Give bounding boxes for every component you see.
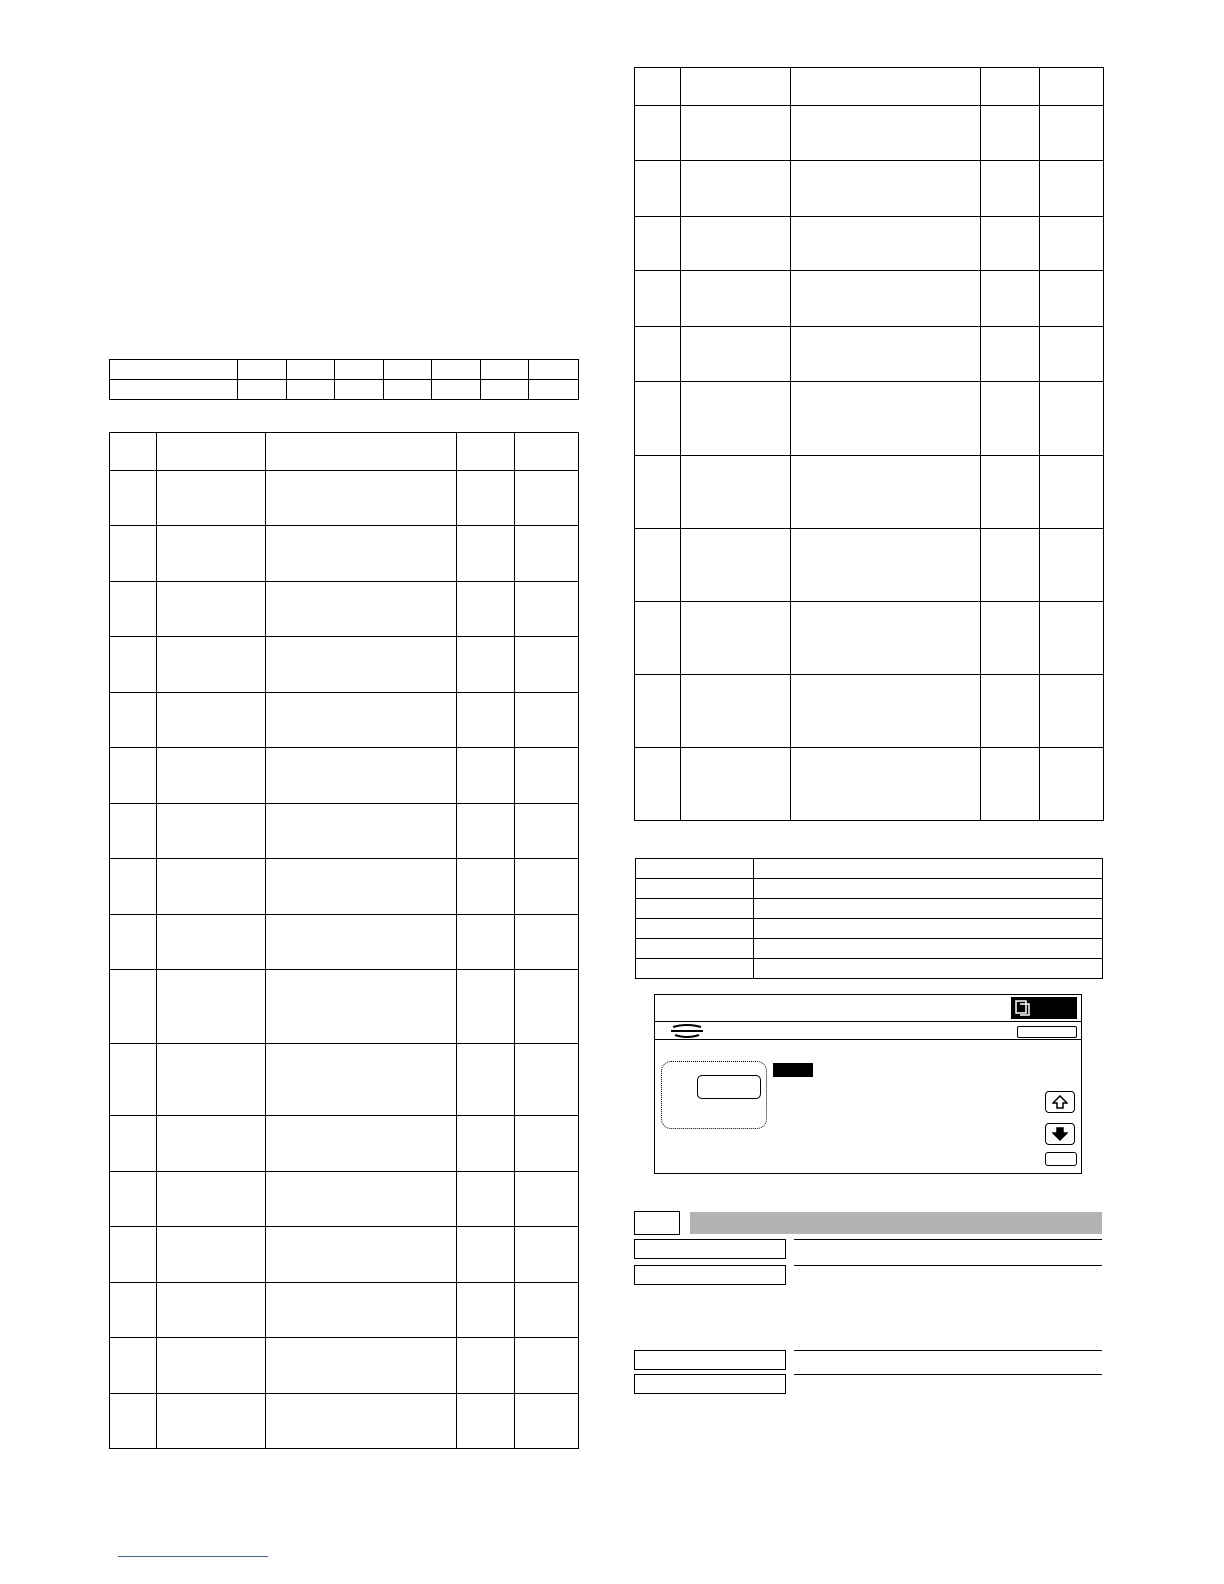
table-cell — [681, 68, 791, 106]
table-cell — [266, 1227, 457, 1283]
setting-table — [635, 858, 1103, 979]
table-cell — [110, 433, 157, 471]
table-cell — [266, 1283, 457, 1338]
table-cell — [636, 959, 754, 979]
table-row — [110, 1044, 579, 1116]
table-cell — [791, 161, 981, 217]
table-cell — [157, 1044, 266, 1116]
table-row — [635, 675, 1104, 748]
table-cell — [110, 915, 157, 970]
table-row — [635, 161, 1104, 217]
arrow-up-icon — [1052, 1095, 1068, 1109]
table-cell — [515, 1116, 579, 1172]
table-row — [635, 456, 1104, 529]
table-cell — [457, 859, 515, 915]
table-row — [110, 859, 579, 915]
table-cell — [515, 471, 579, 526]
table-cell — [754, 879, 1103, 899]
table-cell — [981, 106, 1040, 161]
table-cell — [791, 748, 981, 821]
table-cell — [110, 1172, 157, 1227]
table-row — [110, 804, 579, 859]
table-cell — [457, 526, 515, 582]
table-row — [636, 899, 1103, 919]
table-cell — [157, 526, 266, 582]
rule-line — [794, 1265, 1102, 1266]
table-cell — [981, 748, 1040, 821]
table-cell — [681, 602, 791, 675]
scroll-up-button[interactable] — [1045, 1091, 1075, 1113]
table-cell — [1040, 529, 1104, 602]
table-cell — [110, 970, 157, 1044]
table-cell — [266, 804, 457, 859]
table-cell — [457, 1283, 515, 1338]
table-cell — [681, 382, 791, 456]
table-cell — [266, 1044, 457, 1116]
table-cell — [110, 748, 157, 804]
table-cell — [157, 1227, 266, 1283]
table-row — [110, 1338, 579, 1394]
table-cell — [515, 637, 579, 693]
table-cell — [266, 915, 457, 970]
table-cell — [266, 1338, 457, 1394]
table-cell — [791, 602, 981, 675]
table-row — [110, 433, 579, 471]
table-cell — [157, 433, 266, 471]
panel-divider — [655, 1021, 1081, 1022]
table-row — [110, 1172, 579, 1227]
table-cell — [1040, 456, 1104, 529]
table-cell — [266, 433, 457, 471]
table-cell — [791, 456, 981, 529]
table-row — [110, 1283, 579, 1338]
table-cell — [1040, 217, 1104, 271]
table-cell — [791, 675, 981, 748]
table-cell — [636, 879, 754, 899]
table-cell — [515, 433, 579, 471]
table-cell — [754, 959, 1103, 979]
table-cell — [157, 1394, 266, 1449]
copies-icon — [1015, 1000, 1031, 1016]
table-cell — [157, 804, 266, 859]
table-cell — [457, 1044, 515, 1116]
table-row — [110, 1394, 579, 1449]
table-cell — [515, 859, 579, 915]
table-row — [110, 748, 579, 804]
table-row — [635, 68, 1104, 106]
table-row — [110, 970, 579, 1044]
table-cell — [157, 693, 266, 748]
table-cell — [754, 939, 1103, 959]
table-cell — [981, 327, 1040, 382]
scroll-down-button[interactable] — [1045, 1123, 1075, 1145]
table-cell — [481, 380, 529, 400]
table-cell — [266, 637, 457, 693]
table-cell — [335, 380, 384, 400]
table-row — [110, 1227, 579, 1283]
table-row — [635, 106, 1104, 161]
table-cell — [529, 380, 579, 400]
table-cell — [515, 1394, 579, 1449]
table-cell — [266, 970, 457, 1044]
section-number-box — [634, 1211, 680, 1235]
table-cell — [981, 602, 1040, 675]
table-cell — [266, 1116, 457, 1172]
table-cell — [481, 360, 529, 380]
table-cell — [981, 271, 1040, 327]
table-cell — [110, 693, 157, 748]
table-row — [110, 915, 579, 970]
section-title-bar — [690, 1212, 1102, 1234]
table-cell — [432, 380, 481, 400]
table-cell — [110, 1394, 157, 1449]
table-cell — [515, 915, 579, 970]
item-label-box — [634, 1265, 786, 1285]
table-cell — [1040, 327, 1104, 382]
table-cell — [110, 471, 157, 526]
table-cell — [457, 970, 515, 1044]
table-cell — [681, 271, 791, 327]
table-cell — [335, 360, 384, 380]
table-cell — [681, 161, 791, 217]
table-cell — [110, 1283, 157, 1338]
table-row — [635, 748, 1104, 821]
table-row — [636, 939, 1103, 959]
table-cell — [457, 1227, 515, 1283]
table-cell — [636, 899, 754, 919]
table-cell — [384, 360, 432, 380]
table-row — [635, 217, 1104, 271]
highlight-label — [773, 1063, 813, 1077]
table-cell — [1040, 748, 1104, 821]
table-cell — [791, 271, 981, 327]
table-cell — [1040, 382, 1104, 456]
table-cell — [754, 919, 1103, 939]
table-row — [110, 637, 579, 693]
item-label-box — [634, 1374, 786, 1394]
table-cell — [1040, 68, 1104, 106]
table-cell — [457, 1394, 515, 1449]
table-cell — [157, 1172, 266, 1227]
table-cell — [681, 106, 791, 161]
right-spec-table — [634, 67, 1104, 821]
table-cell — [515, 1338, 579, 1394]
table-cell — [157, 859, 266, 915]
left-spec-table — [109, 432, 579, 1449]
table-cell — [791, 217, 981, 271]
table-cell — [157, 471, 266, 526]
table-cell — [110, 859, 157, 915]
table-cell — [981, 456, 1040, 529]
table-cell — [266, 471, 457, 526]
table-cell — [515, 970, 579, 1044]
table-cell — [238, 380, 287, 400]
table-cell — [110, 804, 157, 859]
table-cell — [981, 68, 1040, 106]
value-entry-box[interactable] — [697, 1075, 761, 1099]
table-cell — [287, 380, 335, 400]
table-cell — [515, 1044, 579, 1116]
table-cell — [1040, 675, 1104, 748]
table-cell — [635, 382, 681, 456]
table-cell — [157, 637, 266, 693]
table-cell — [110, 380, 238, 400]
table-cell — [110, 1338, 157, 1394]
table-row — [635, 382, 1104, 456]
table-cell — [157, 1116, 266, 1172]
table-cell — [110, 1227, 157, 1283]
table-cell — [791, 68, 981, 106]
item-label-box — [634, 1239, 786, 1259]
table-cell — [457, 433, 515, 471]
table-cell — [791, 382, 981, 456]
table-row — [110, 693, 579, 748]
table-cell — [635, 529, 681, 602]
table-cell — [110, 360, 238, 380]
table-cell — [635, 217, 681, 271]
arrow-down-icon — [1052, 1127, 1068, 1141]
table-row — [635, 602, 1104, 675]
table-cell — [515, 526, 579, 582]
table-cell — [791, 106, 981, 161]
table-cell — [981, 382, 1040, 456]
table-cell — [981, 217, 1040, 271]
table-row — [110, 582, 579, 637]
table-cell — [635, 675, 681, 748]
table-cell — [515, 582, 579, 637]
rule-line — [794, 1374, 1102, 1375]
table-cell — [266, 748, 457, 804]
table-cell — [635, 106, 681, 161]
table-cell — [515, 1172, 579, 1227]
panel-divider — [655, 1039, 1081, 1040]
table-cell — [981, 529, 1040, 602]
table-cell — [754, 859, 1103, 879]
table-row — [110, 1116, 579, 1172]
table-cell — [1040, 161, 1104, 217]
rule-line — [794, 1239, 1102, 1240]
table-cell — [515, 1227, 579, 1283]
rule-line — [794, 1350, 1102, 1351]
table-row — [110, 526, 579, 582]
table-cell — [266, 859, 457, 915]
table-cell — [110, 526, 157, 582]
table-cell — [515, 748, 579, 804]
table-cell — [981, 675, 1040, 748]
table-cell — [635, 456, 681, 529]
table-cell — [110, 1116, 157, 1172]
table-cell — [635, 748, 681, 821]
table-row — [636, 919, 1103, 939]
table-cell — [636, 919, 754, 939]
control-panel-screen — [654, 994, 1082, 1174]
table-cell — [457, 804, 515, 859]
table-cell — [266, 526, 457, 582]
table-cell — [266, 1172, 457, 1227]
table-cell — [1040, 271, 1104, 327]
table-cell — [791, 529, 981, 602]
table-cell — [457, 637, 515, 693]
table-cell — [457, 1172, 515, 1227]
table-cell — [457, 915, 515, 970]
table-cell — [157, 582, 266, 637]
table-cell — [636, 939, 754, 959]
table-row — [636, 859, 1103, 879]
table-cell — [681, 327, 791, 382]
table-cell — [754, 899, 1103, 919]
table-cell — [1040, 602, 1104, 675]
table-cell — [681, 675, 791, 748]
table-cell — [157, 1338, 266, 1394]
table-cell — [157, 1283, 266, 1338]
table-cell — [681, 456, 791, 529]
table-row — [635, 327, 1104, 382]
table-cell — [266, 693, 457, 748]
table-cell — [1040, 106, 1104, 161]
table-cell — [157, 970, 266, 1044]
table-cell — [457, 693, 515, 748]
table-cell — [110, 582, 157, 637]
table-cell — [457, 471, 515, 526]
table-cell — [681, 217, 791, 271]
table-cell — [681, 748, 791, 821]
table-cell — [681, 529, 791, 602]
table-cell — [635, 602, 681, 675]
summary-table — [109, 359, 579, 400]
table-cell — [157, 748, 266, 804]
table-cell — [791, 327, 981, 382]
table-cell — [432, 360, 481, 380]
table-cell — [981, 161, 1040, 217]
panel-top-button[interactable] — [1017, 1026, 1077, 1038]
table-cell — [635, 161, 681, 217]
item-label-box — [634, 1350, 786, 1370]
table-cell — [636, 859, 754, 879]
table-cell — [110, 1044, 157, 1116]
table-row — [636, 959, 1103, 979]
table-cell — [157, 915, 266, 970]
table-row — [635, 271, 1104, 327]
table-cell — [457, 1116, 515, 1172]
table-cell — [515, 804, 579, 859]
footer-link[interactable] — [118, 1556, 268, 1557]
table-cell — [515, 693, 579, 748]
table-cell — [635, 68, 681, 106]
table-cell — [515, 1283, 579, 1338]
table-cell — [529, 360, 579, 380]
table-row — [635, 529, 1104, 602]
table-cell — [635, 271, 681, 327]
table-cell — [266, 582, 457, 637]
table-cell — [457, 582, 515, 637]
table-cell — [635, 327, 681, 382]
table-row — [636, 879, 1103, 899]
table-cell — [457, 1338, 515, 1394]
ok-button[interactable] — [1045, 1152, 1077, 1166]
table-row — [110, 471, 579, 526]
table-cell — [238, 360, 287, 380]
table-cell — [110, 637, 157, 693]
table-cell — [384, 380, 432, 400]
table-cell — [287, 360, 335, 380]
table-cell — [266, 1394, 457, 1449]
table-cell — [457, 748, 515, 804]
